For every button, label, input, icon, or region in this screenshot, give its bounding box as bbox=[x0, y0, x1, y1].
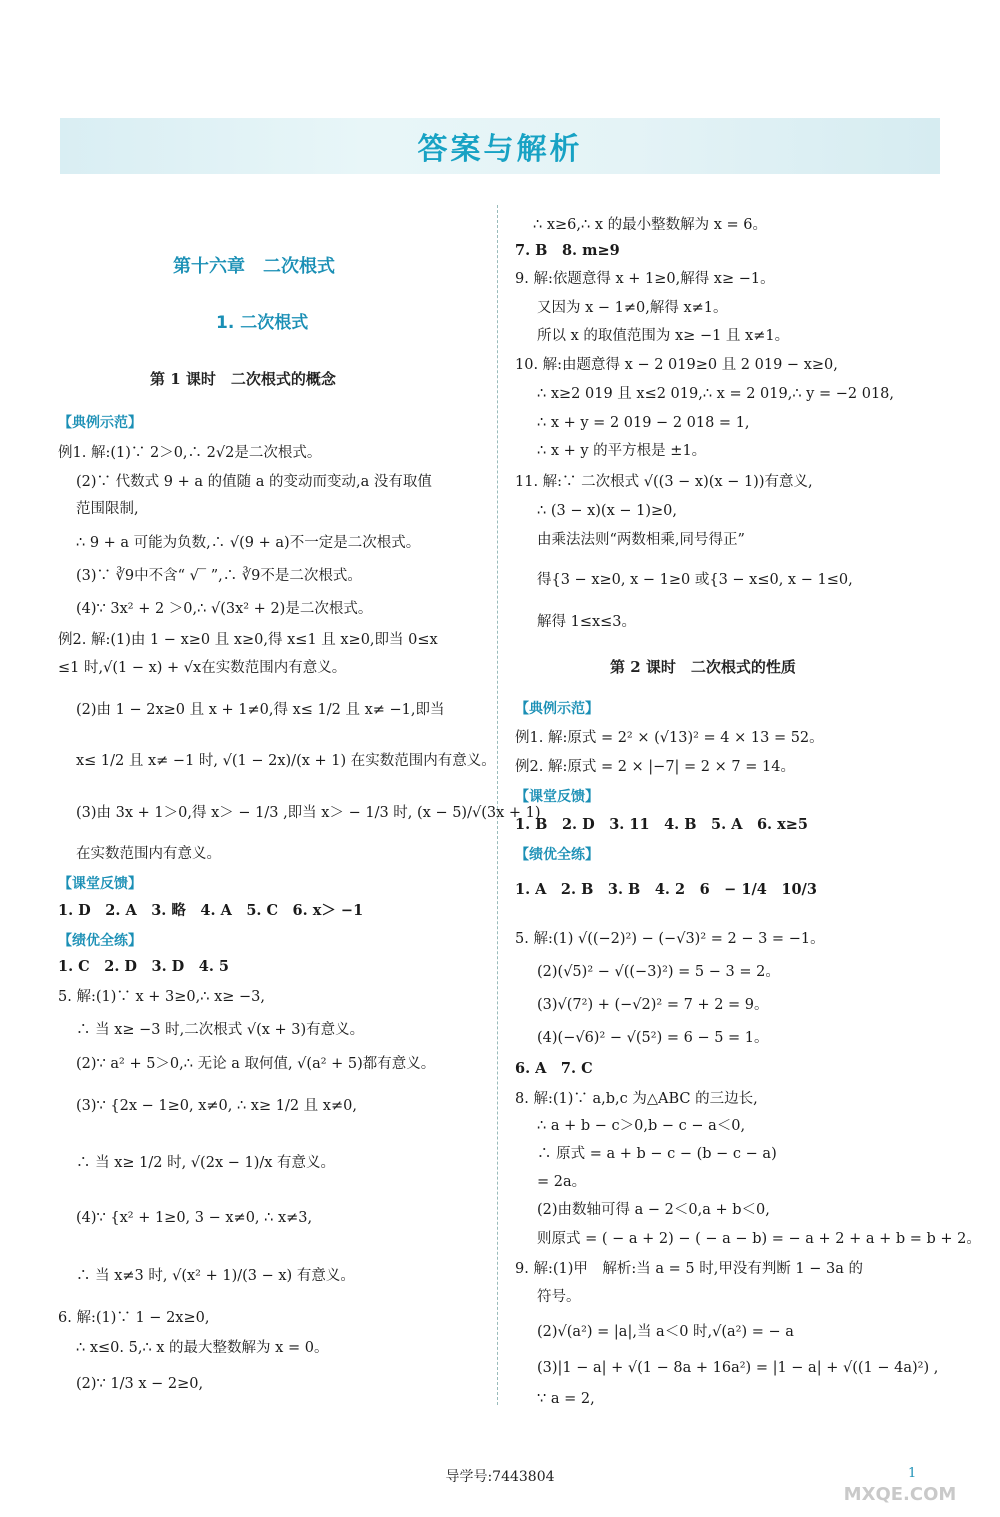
text-line: 解得 1≤x≤3。 bbox=[537, 614, 637, 630]
text-line: (2)∵ 1/3 x − 2≥0, bbox=[76, 1376, 204, 1392]
text-line: ∴ 当 x≠3 时, √(x² + 1)/(3 − x) 有意义。 bbox=[76, 1268, 355, 1284]
text-line: 6. 解:(1)∵ 1 − 2x≥0, bbox=[58, 1310, 210, 1326]
watermark-logo bbox=[820, 1440, 980, 1510]
text-line: (3)∵ {2x − 1≥0, x≠0, ∴ x≥ 1/2 且 x≠0, bbox=[76, 1098, 357, 1114]
text-line: 1. B 2. D 3. 11 4. B 5. A 6. x≥5 bbox=[515, 816, 809, 833]
footer-code: 导学号:7443804 bbox=[445, 1469, 555, 1485]
text-line: 例2. 解:(1)由 1 − x≥0 且 x≥0,得 x≤1 且 x≥0,即当 0≤x bbox=[58, 632, 438, 648]
text-line: 例1. 解:原式 = 2² × (√13)² = 4 × 13 = 52。 bbox=[515, 730, 824, 746]
text-line: 得{3 − x≥0, x − 1≥0 或{3 − x≤0, x − 1≤0, bbox=[537, 572, 853, 588]
text-line: ≤1 时,√(1 − x) + √x在实数范围内有意义。 bbox=[58, 660, 347, 676]
section-title: 1. 二次根式 bbox=[216, 313, 309, 333]
page-title: 答案与解析 bbox=[417, 132, 583, 167]
text-line: (3)|1 − a| + √(1 − 8a + 16a²) = |1 − a| + √((1 − 4a)²) , bbox=[537, 1360, 939, 1376]
page-number: 1 bbox=[908, 1466, 917, 1481]
text-line: (3)由 3x + 1＞0,得 x＞ − 1/3 ,即当 x＞ − 1/3 时, (x − 5)/√(3x + 1) bbox=[76, 805, 541, 821]
text-line: 1. A 2. B 3. B 4. 2 6 − 1/4 10/3 bbox=[515, 881, 817, 898]
text-line: 8. 解:(1)∵ a,b,c 为△ABC 的三边长, bbox=[515, 1091, 758, 1107]
tag-practice: 【绩优全练】 bbox=[515, 847, 599, 863]
text-line: ∴ (3 − x)(x − 1)≥0, bbox=[537, 503, 677, 519]
text-line: ∴ 原式 = a + b − c − (b − c − a) bbox=[537, 1146, 777, 1162]
text-line: 又因为 x − 1≠0,解得 x≠1。 bbox=[537, 300, 728, 316]
text-line: 例1. 解:(1)∵ 2＞0,∴ 2√2是二次根式。 bbox=[58, 445, 322, 461]
lesson-title: 第 1 课时 二次根式的概念 bbox=[150, 370, 336, 388]
text-line: 范围限制, bbox=[76, 501, 139, 517]
text-line: = 2a。 bbox=[537, 1174, 587, 1190]
tag-feedback: 【课堂反馈】 bbox=[58, 876, 142, 892]
text-line: 1. D 2. A 3. 略 4. A 5. C 6. x＞ −1 bbox=[58, 902, 364, 919]
text-line: ∴ x≥2 019 且 x≤2 019,∴ x = 2 019,∴ y = −2 018, bbox=[537, 386, 894, 402]
text-line: 所以 x 的取值范围为 x≥ −1 且 x≠1。 bbox=[537, 328, 790, 344]
text-line: 1. C 2. D 3. D 4. 5 bbox=[58, 958, 230, 975]
text-line: 9. 解:(1)甲 解析:当 a = 5 时,甲没有判断 1 − 3a 的 bbox=[515, 1261, 863, 1277]
text-line: 则原式 = ( − a + 2) − ( − a − b) = − a + 2 + a + b = b + 2。 bbox=[537, 1231, 981, 1247]
text-line: (2)(√5)² − √((−3)²) = 5 − 3 = 2。 bbox=[537, 964, 780, 980]
text-line: (4)(−√6)² − √(5²) = 6 − 5 = 1。 bbox=[537, 1030, 769, 1046]
chapter-title: 第十六章 二次根式 bbox=[173, 256, 335, 277]
lesson-title-2: 第 2 课时 二次根式的性质 bbox=[610, 658, 796, 676]
tag-example: 【典例示范】 bbox=[58, 415, 142, 431]
text-line: 5. 解:(1) √((−2)²) − (−√3)² = 2 − 3 = −1。 bbox=[515, 931, 825, 947]
text-line: ∴ x≤0. 5,∴ x 的最大整数解为 x = 0。 bbox=[76, 1340, 329, 1356]
text-line: ∴ x≥6,∴ x 的最小整数解为 x = 6。 bbox=[533, 217, 767, 233]
text-line: (2)∵ a² + 5＞0,∴ 无论 a 取何值, √(a² + 5)都有意义。 bbox=[76, 1056, 436, 1072]
text-line: 10. 解:由题意得 x − 2 019≥0 且 2 019 − x≥0, bbox=[515, 357, 838, 373]
text-line: 在实数范围内有意义。 bbox=[76, 846, 221, 862]
text-line: (2)∵ 代数式 9 + a 的值随 a 的变动而变动,a 没有取值 bbox=[76, 474, 432, 490]
text-line: (3)√(7²) + (−√2)² = 7 + 2 = 9。 bbox=[537, 997, 769, 1013]
text-line: ∴ 9 + a 可能为负数,∴ √(9 + a)不一定是二次根式。 bbox=[76, 535, 421, 551]
header-banner bbox=[60, 118, 940, 174]
text-line: (4)∵ 3x² + 2 ＞0,∴ √(3x² + 2)是二次根式。 bbox=[76, 601, 373, 617]
text-line: (2)由 1 − 2x≥0 且 x + 1≠0,得 x≤ 1/2 且 x≠ −1,即当 bbox=[76, 702, 445, 718]
text-line: (3)∵ ∛9中不含“ √‾ ”,∴ ∛9不是二次根式。 bbox=[76, 568, 362, 584]
text-line: ∵ a = 2, bbox=[537, 1391, 595, 1407]
text-line: x≤ 1/2 且 x≠ −1 时, √(1 − 2x)/(x + 1) 在实数范围内有意义。 bbox=[76, 753, 496, 769]
text-line: 例2. 解:原式 = 2 × |−7| = 2 × 7 = 14。 bbox=[515, 759, 795, 775]
text-line: 9. 解:依题意得 x + 1≥0,解得 x≥ −1。 bbox=[515, 271, 775, 287]
text-line: (2)√(a²) = |a|,当 a＜0 时,√(a²) = − a bbox=[537, 1324, 794, 1340]
text-line: ∴ 当 x≥ 1/2 时, √(2x − 1)/x 有意义。 bbox=[76, 1155, 336, 1171]
text-line: ∴ x + y = 2 019 − 2 018 = 1, bbox=[537, 415, 750, 431]
text-line: 5. 解:(1)∵ x + 3≥0,∴ x≥ −3, bbox=[58, 989, 265, 1005]
watermark-text: MXQE.COM bbox=[843, 1484, 957, 1505]
text-line: ∴ x + y 的平方根是 ±1。 bbox=[537, 443, 707, 459]
text-line: 由乘法法则“两数相乘,同号得正” bbox=[537, 532, 745, 548]
text-line: (4)∵ {x² + 1≥0, 3 − x≠0, ∴ x≠3, bbox=[76, 1210, 313, 1226]
text-line: (2)由数轴可得 a − 2＜0,a + b＜0, bbox=[537, 1202, 770, 1218]
tag-practice: 【绩优全练】 bbox=[58, 933, 142, 949]
text-line: 11. 解:∵ 二次根式 √((3 − x)(x − 1))有意义, bbox=[515, 474, 813, 490]
tag-feedback: 【课堂反馈】 bbox=[515, 789, 599, 805]
text-line: 6. A 7. C bbox=[515, 1060, 593, 1077]
text-line: 7. B 8. m≥9 bbox=[515, 242, 620, 259]
text-line: ∴ 当 x≥ −3 时,二次根式 √(x + 3)有意义。 bbox=[76, 1022, 365, 1038]
tag-example: 【典例示范】 bbox=[515, 701, 599, 717]
text-line: 符号。 bbox=[537, 1289, 581, 1305]
text-line: ∴ a + b − c＞0,b − c − a＜0, bbox=[537, 1118, 746, 1134]
